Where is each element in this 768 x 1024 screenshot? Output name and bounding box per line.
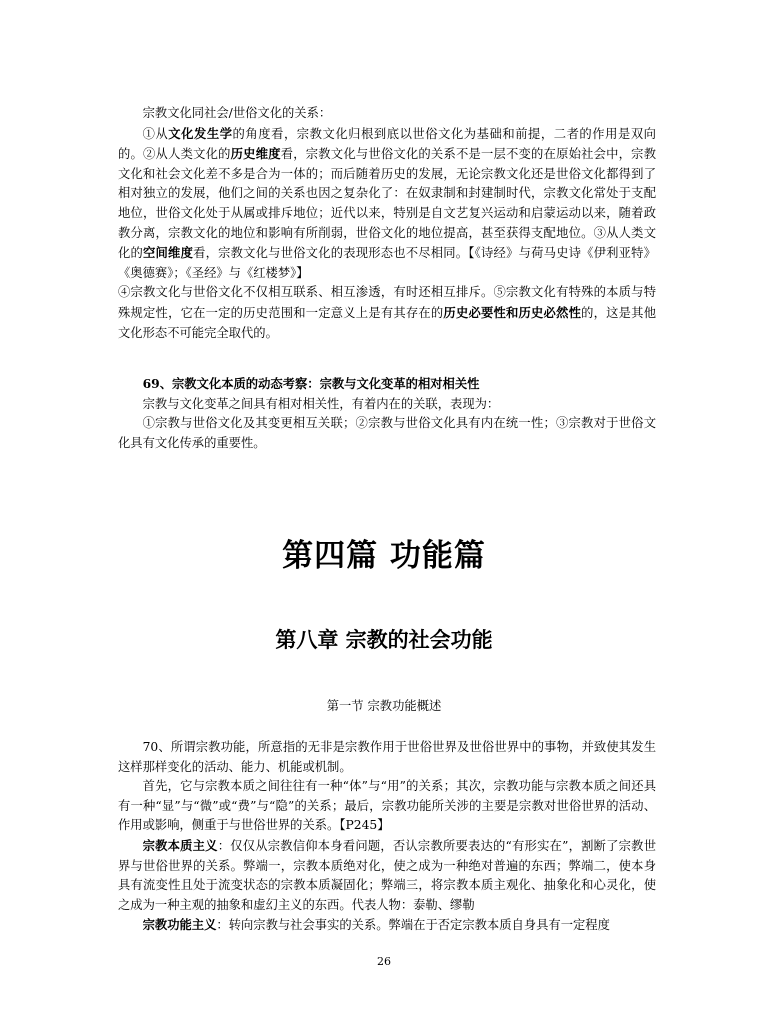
item-heading [118,374,656,395]
paragraph: 70、所谓宗教功能，所意指的无非是宗教作用于世俗世界及世俗世界中的事物，并致使其发生这样那样变化的活动、能力、机能或机制。 [118,740,656,774]
paragraph: 首先，它与宗教本质之间往往有一种“体”与“用”的关系；其次，宗教功能与宗教本质之间还具有一种“显”与“微”或“费”与“隐”的关系；最后，宗教功能所关涉的主要是宗教对世俗世界的活动、作用或影响，侧重于与世俗世界的关系。【P245】 [118,779,656,833]
section-69 [118,374,656,453]
bold-term: 文化发生学 [168,125,233,141]
text-run: ①从 [142,126,169,141]
section-70 [118,738,656,936]
page-number: 26 [377,955,391,968]
bold-term: 宗教功能主义 [142,917,217,933]
bold-term: 宗教本质主义 [142,837,218,853]
bold-term: 历史维度 [230,146,281,162]
text-run: 的，这是其他文化形态不可能完全取代的。 [118,305,656,340]
text-run: 看，宗教文化与世俗文化的表现形态也不尽相同。【《诗经》与荷马史诗《伊利亚特》《奥德赛》；《圣经》与《红楼梦》】 [118,246,656,280]
paragraph: ①宗教与世俗文化及其变更相互关联；②宗教与世俗文化具有内在统一性；③宗教对于世俗文化具有文化传承的重要性。 [118,416,656,450]
text-run: ④宗教文化与世俗文化不仅相互联系、相互渗透，有时还相互排斥。⑤宗教文化有特殊的本质与特殊规定性，它在一定的历史范围和一定意义上是有其存在的 [118,285,656,320]
bold-term: 历史必要性和历史必然性 [443,304,582,320]
text-run: 的角度看，宗教文化归根到底以世俗文化为基础和前提，二者的作用是双向的。②从人类文化的 [118,126,656,162]
paragraph-points-4-5 [118,283,656,343]
bold-term: 空间维度 [143,245,194,261]
text-run: ：仅仅从宗教信仰本身看问题，否认宗教所要表达的“有形实在”，割断了宗教世界与世俗世界的关系。弊端一，宗教本质绝对化，使之成为一种绝对普遍的东西；弊端二，使本身具有流变性且处于流变状态的宗教本质凝固化；弊端三，将宗教本质主观化、抽象化和心灵化，使之成为一种主观的抽象和虚幻主义的东西。代表人物：泰勒、缪勒 [118,838,656,912]
paragraph: 宗教与文化变革之间具有相对相关性，有着内在的关联，表现为： [142,396,500,411]
text-run: 看，宗教文化与世俗文化的关系不是一层不变的在原始社会中，宗教文化和社会文化差不多是合为一体的；而后随着历史的发展，无论宗教文化还是世俗文化都得到了相对独立的发展，他们之间的关系也因之复杂化了：在奴隶制和封建制时代，宗教文化常处于支配地位，世俗文化处于从属或排斥地位；近代以来，特别是自文艺复兴运动和启蒙运动以来，随着政教分离，宗教文化的地位和影响有所削弱，世俗文化的地位提高，甚至获得支配地位。③从人类文化的 [118,147,656,261]
text-run: ：转向宗教与社会事实的关系。弊端在于否定宗教本质自身具有一定程度 [216,918,610,933]
section-religion-secular-culture [118,104,656,343]
paragraph-points-1-3 [118,124,656,284]
paragraph [118,836,656,915]
section-title: 第一节 宗教功能概述 [326,699,442,713]
part-title: 第四篇 功能篇 [282,538,486,574]
chapter-title: 第八章 宗教的社会功能 [275,627,493,652]
paragraph-intro: 宗教文化同社会/世俗文化的关系： [142,106,332,120]
item-heading-text: 69、宗教文化本质的动态考察：宗教与文化变革的相对相关性 [142,376,480,391]
paragraph [118,915,656,936]
